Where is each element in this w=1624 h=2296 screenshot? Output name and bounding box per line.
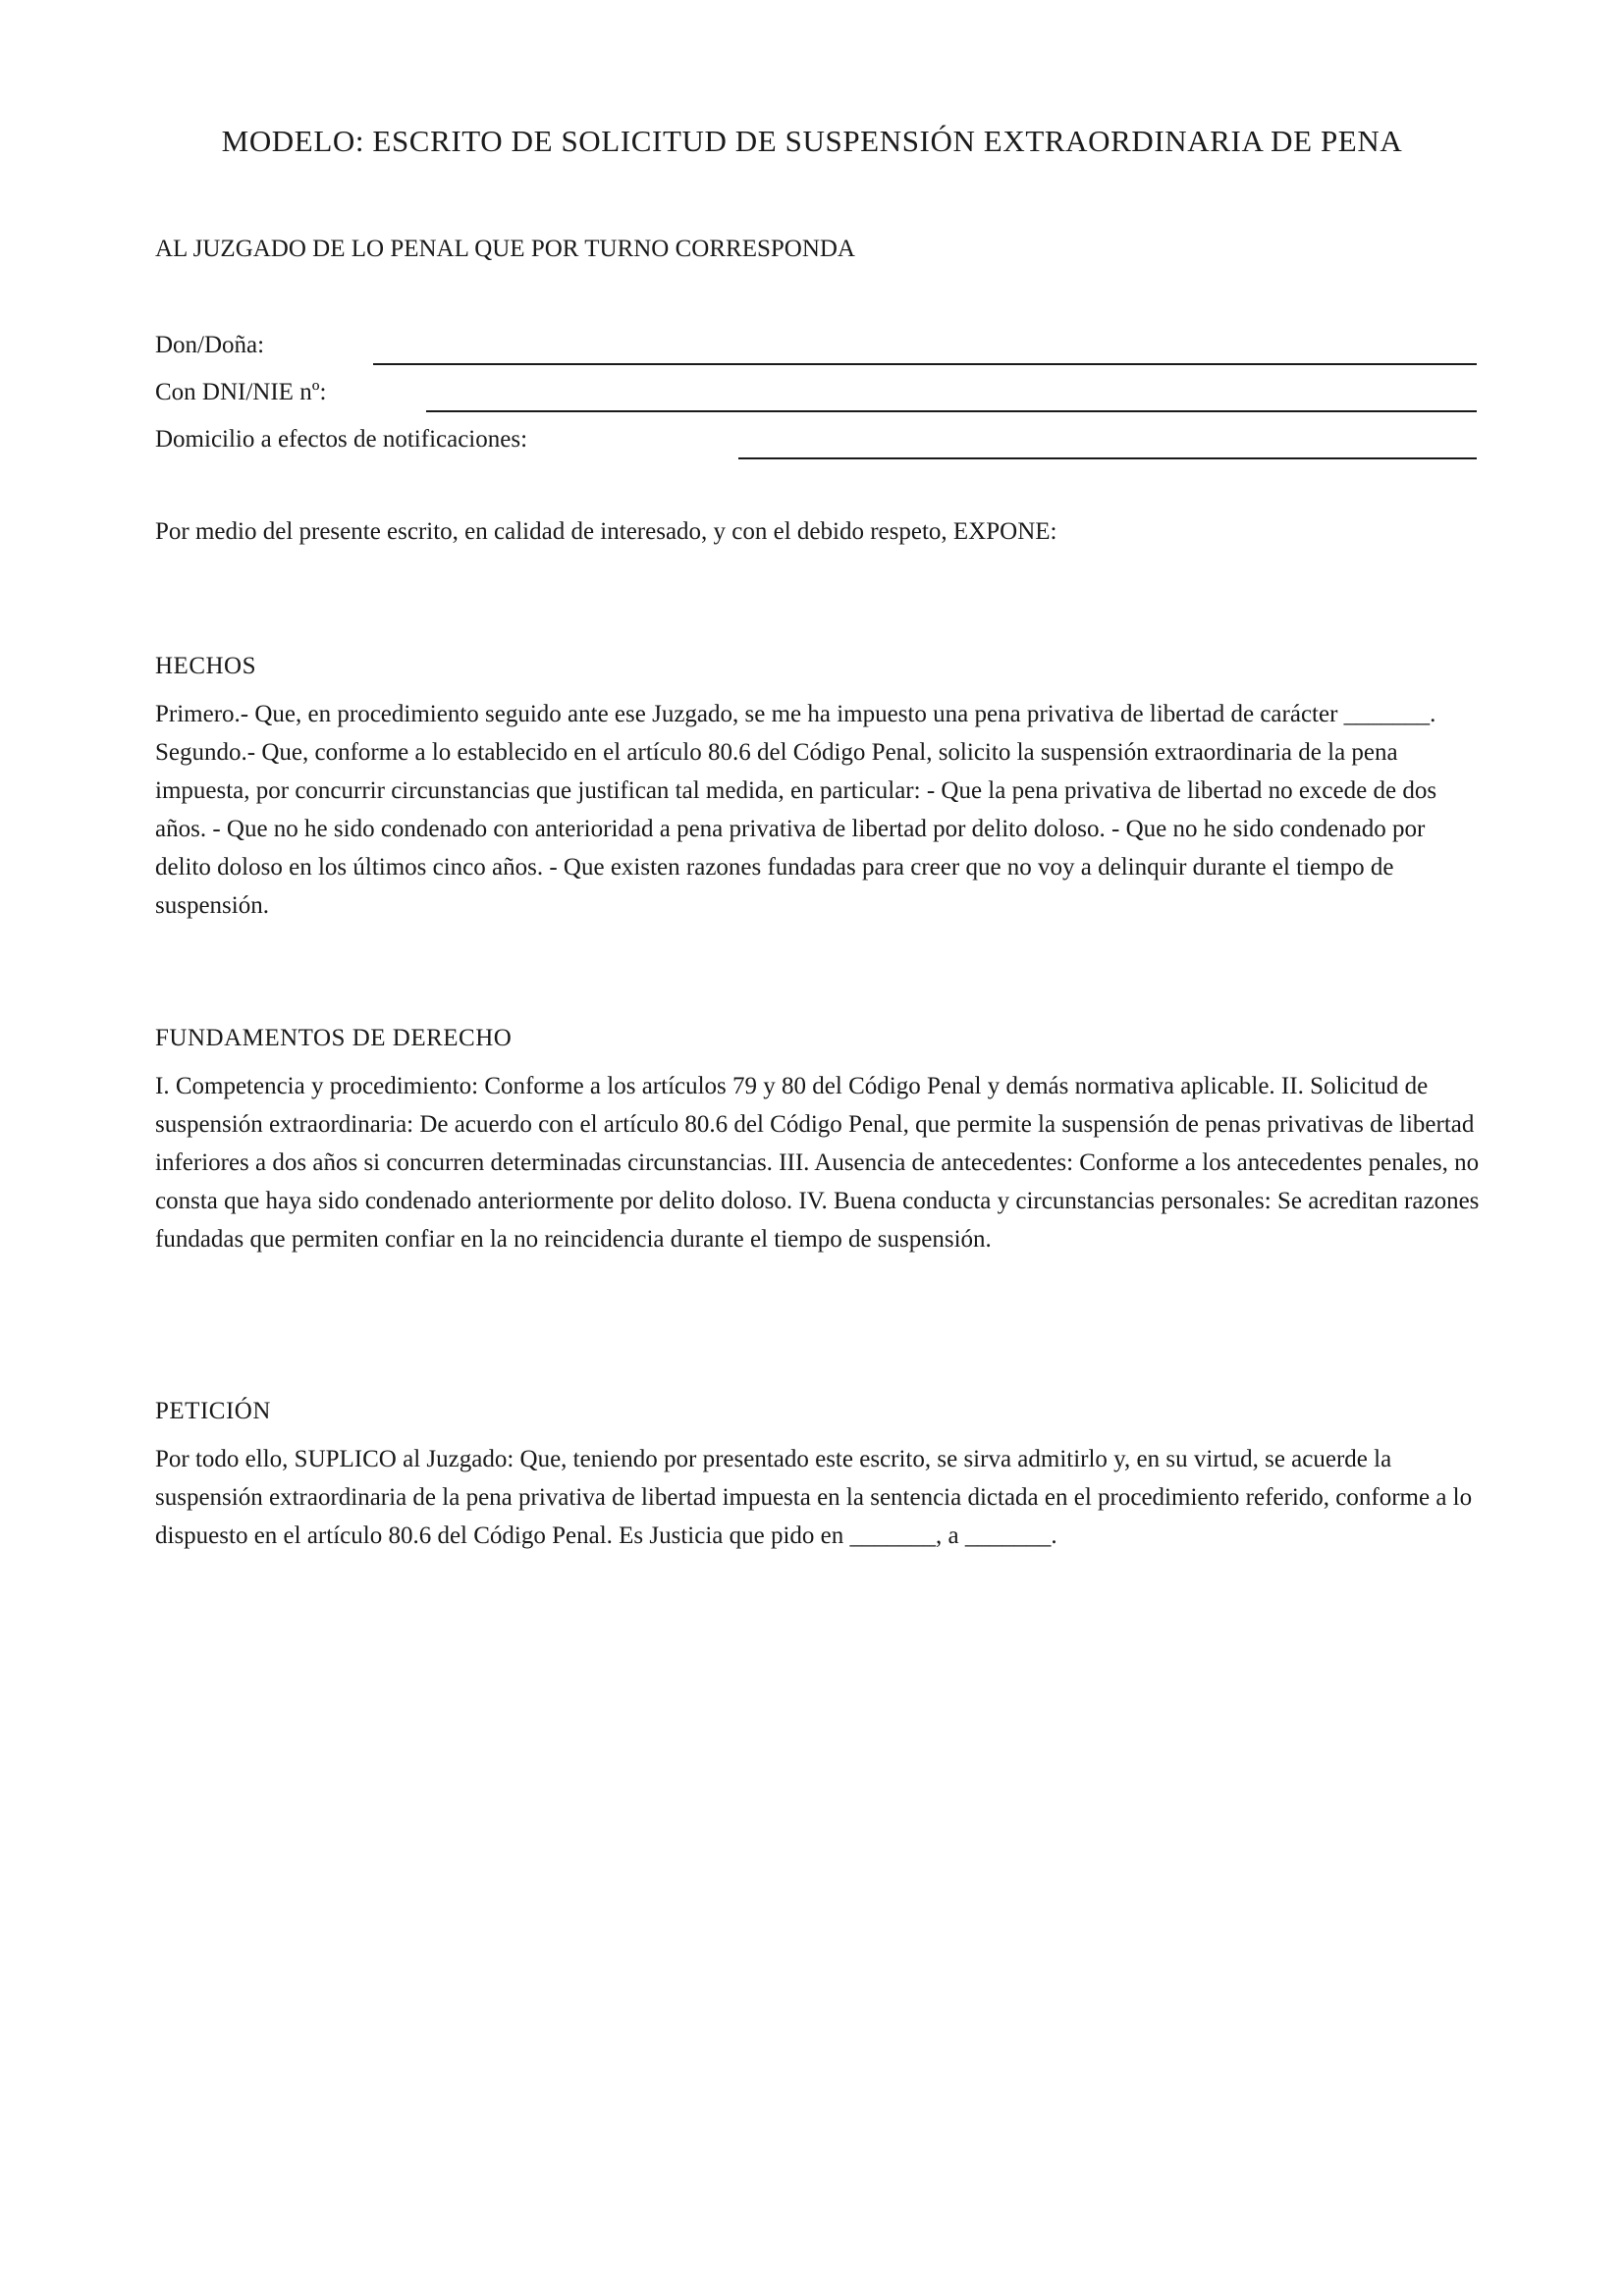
id-label: Con DNI/NIE nº: (155, 379, 327, 405)
addressee: AL JUZGADO DE LO PENAL QUE POR TURNO CORRESPONDA (155, 236, 855, 262)
name-blank-line (373, 363, 1477, 365)
hechos-paragraph: Primero.- Que, en procedimiento seguido ante ese Juzgado, se me ha impuesto una pena privativa de libertad de carácter _______. Segundo.- Que, conforme a lo establecido en el artículo 80.6 del Código Penal, solicito la suspensión extraordinaria de la pena impuesta, por concurrir circunstancias que justifican tal medida, en particular: - Que la pena privativa de libertad no excede de dos años. - Que no he sido condenado con anterioridad a pena privativa de libertad por delito doloso. - Que no he sido condenado por delito doloso en los últimos cinco años. - Que existen razones fundadas para creer que no voy a delinquir durante el tiempo de suspensión. (155, 701, 1437, 919)
intro-paragraph: Por medio del presente escrito, en calidad de interesado, y con el debido respeto, EXPONE: (155, 518, 1057, 545)
fundamentos-paragraph: I. Competencia y procedimiento: Conforme a los artículos 79 y 80 del Código Penal y demás normativa aplicable. II. Solicitud de suspensión extraordinaria: De acuerdo con el artículo 80.6 del Código Penal, que permite la suspensión de penas privativas de libertad inferiores a dos años si concurren determinadas circunstancias. III. Ausencia de antecedentes: Conforme a los antecedentes penales, no consta que haya sido condenado anteriormente por delito doloso. IV. Buena conducta y circunstancias personales: Se acreditan razones fundadas que permiten confiar en la no reincidencia durante el tiempo de suspensión. (155, 1073, 1480, 1253)
peticion-paragraph: Por todo ello, SUPLICO al Juzgado: Que, teniendo por presentado este escrito, se sirva admitirlo y, en su virtud, se acuerde la suspensión extraordinaria de la pena privativa de libertad impuesta en la sentencia dictada en el procedimiento referido, conforme a lo dispuesto en el artículo 80.6 del Código Penal. Es Justicia que pido en _______, a _______. (155, 1446, 1473, 1549)
address-label: Domicilio a efectos de notificaciones: (155, 426, 528, 453)
hechos-heading: HECHOS (155, 653, 257, 679)
name-label: Don/Doña: (155, 332, 265, 358)
document-title: MODELO: ESCRITO DE SOLICITUD DE SUSPENSIÓN EXTRAORDINARIA DE PENA (221, 124, 1403, 158)
address-blank-line (738, 457, 1477, 459)
fundamentos-heading: FUNDAMENTOS DE DERECHO (155, 1025, 513, 1051)
peticion-heading: PETICIÓN (155, 1398, 271, 1424)
id-blank-line (426, 410, 1477, 412)
